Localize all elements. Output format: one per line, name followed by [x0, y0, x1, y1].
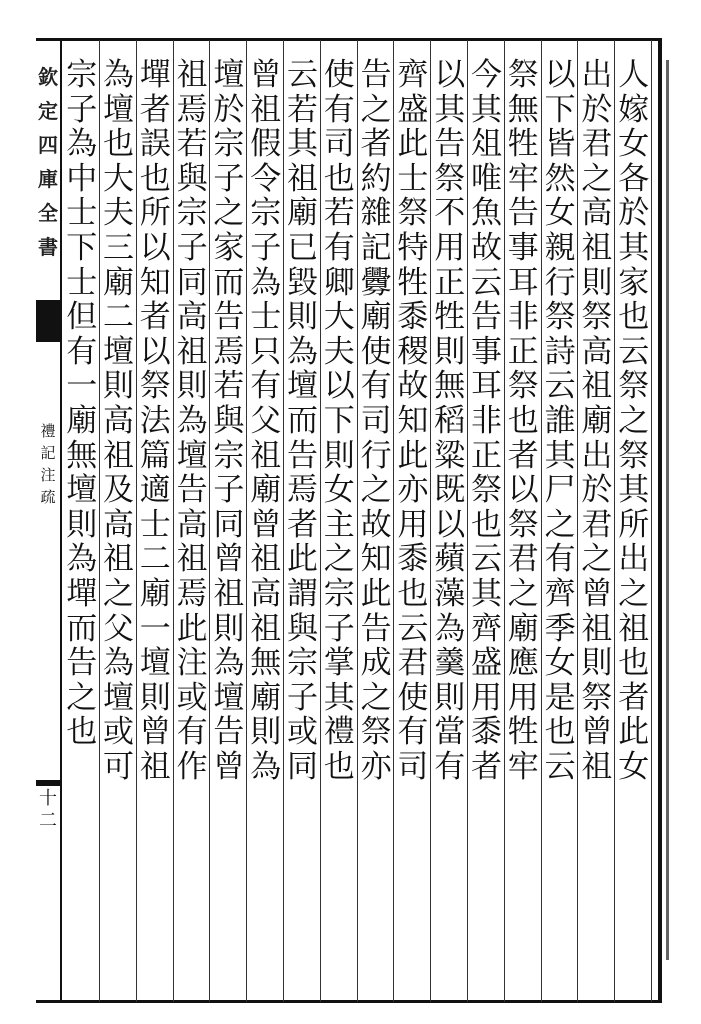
text-column: 云 若 其 祖 廟 已 毀 則 為 壇 而 告 焉 者 此 謂 與 宗 子 或 同 [287, 57, 318, 785]
column-separator [393, 40, 394, 1002]
text-column: 為 壇 也 大 夫 三 廟 二 壇 則 高 祖 及 高 祖 之 父 為 壇 或 可 [103, 57, 134, 785]
text-column: 壇 於 宗 子 之 家 而 告 焉 若 與 宗 子 同 曾 祖 則 為 壇 告 曾 [213, 57, 245, 785]
column-separator [209, 40, 210, 1002]
right-border-rule [658, 38, 662, 1003]
text-column: 宗 子 為 中 士 下 士 但 有 一 廟 無 壇 則 為 墠 而 告 之 也 [66, 57, 98, 751]
text-column: 以 其 告 祭 不 用 正 牲 則 無 稻 粱 既 以 蘋 藻 為 羹 則 當 有 [434, 57, 466, 785]
page-number: 十二 [39, 788, 57, 831]
text-column: 以 下 皆 然 女 親 行 祭 詩 云 誰 其 尸 之 有 齊 季 女 是 也 云 [544, 57, 576, 785]
column-separator [357, 40, 358, 1002]
column-separator [99, 40, 100, 1002]
text-column: 告 之 者 約 雜 記 釁 廟 使 有 司 行 之 故 知 此 告 成 之 祭 亦 [360, 57, 392, 785]
text-column: 祭 無 牲 牢 告 事 耳 非 正 祭 也 者 以 祭 君 之 廟 應 用 牲 牢 [507, 57, 539, 785]
fishtail-mark [36, 300, 60, 342]
column-separator [136, 40, 137, 1002]
text-column: 使 有 司 也 若 有 卿 大 夫 以 下 則 女 主 之 宗 子 掌 其 禮 也 [323, 57, 355, 785]
column-separator [504, 40, 505, 1002]
text-column: 曾 祖 假 令 宗 子 為 士 只 有 父 祖 廟 曾 祖 高 祖 無 廟 則 為 [250, 57, 282, 785]
column-separator [577, 40, 578, 1002]
column-separator [541, 40, 542, 1002]
text-column: 今 其 俎 唯 魚 故 云 告 事 耳 非 正 祭 也 云 其 齊 盛 用 黍 者 [471, 57, 502, 785]
spine-subtitle: 禮記注疏 [40, 422, 56, 506]
right-inner-rule [666, 60, 669, 960]
top-border-rule [36, 38, 662, 41]
column-separator [320, 40, 321, 1002]
fishtail-lower-mark [36, 780, 60, 786]
bottom-border-rule [36, 1000, 662, 1003]
text-column: 祖 焉 若 與 宗 子 同 高 祖 則 為 壇 告 高 祖 焉 此 注 或 有 作 [176, 57, 208, 785]
text-column: 人 嫁 女 各 於 其 家 也 云 祭 之 祭 其 所 出 之 祖 也 者 此 女 [618, 57, 650, 785]
column-separator [283, 40, 284, 1002]
column-separator [651, 40, 652, 1002]
text-column: 齊 盛 此 士 祭 特 牲 黍 稷 故 知 此 亦 用 黍 也 云 君 使 有 司 [397, 57, 429, 785]
spine-title: 欽定四庫全書 [38, 65, 58, 259]
column-separator [173, 40, 174, 1002]
text-column: 墠 者 誤 也 所 以 知 者 以 祭 法 篇 適 士 二 廟 一 壇 則 曾 祖 [139, 57, 171, 785]
column-separator [614, 40, 615, 1002]
column-separator [246, 40, 247, 1002]
text-column: 出 於 君 之 高 祖 則 祭 高 祖 廟 出 於 君 之 曾 祖 則 祭 曾 祖 [581, 57, 613, 785]
column-separator [430, 40, 431, 1002]
column-separator [467, 40, 468, 1002]
